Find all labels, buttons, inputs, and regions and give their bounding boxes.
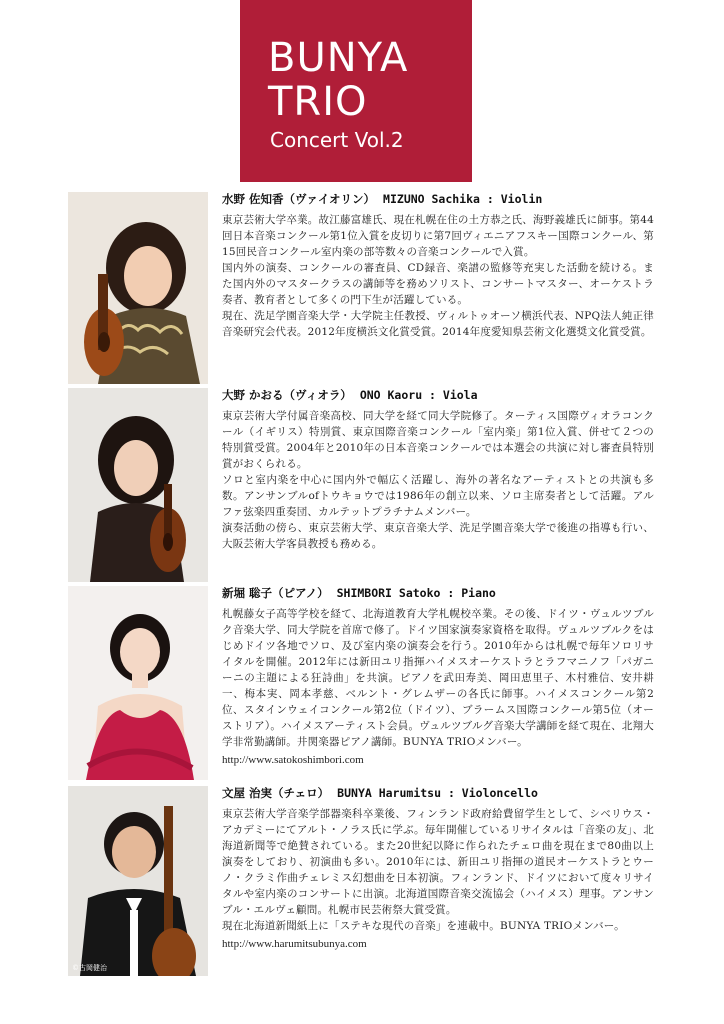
bio-paragraph: 札幌藤女子高等学校を経て、北海道教育大学札幌校卒業。その後、ドイツ・ヴュルツブルク音楽大学、同大学院を首席で修了。ドイツ国家演奏家資格を取得。ヴュルツブルクをはじめドイツ各地でソロ、及び室内楽の演奏会を行う。2010年からは札幌で毎年ソロリサイタルを開催。2012年には新田ユリ指揮ハイメスオーケストラとラフマニノフ「パガニーニの主題による狂詩曲」を共演。ピアノを武田寿美、岡田恵里子、木村雅信、安井耕一、梅本実、岡本孝慈、ベルント・グレムザーの各氏に師事。ハイメスコンクール第2位、スタインウェイコンクール第2位（ドイツ）、ブラームス国際コンクール第5位（オーストリア）。ハイメスアーティスト会員。ヴュルツブルグ音楽大学講師を経て現在、北翔大学非常勤講師。井関楽器ピアノ講師。BUNYA TRIOメンバー。 — [222, 608, 654, 748]
member-name-en: MIZUNO Sachika : Violin — [383, 192, 543, 206]
title-box — [240, 0, 472, 182]
member-heading — [222, 190, 654, 208]
member-heading — [222, 584, 654, 602]
member-heading — [222, 386, 654, 404]
portrait-photo-cellist — [68, 786, 208, 976]
portrait-photo-violist — [68, 388, 208, 582]
bio-piano — [222, 584, 654, 768]
bio-paragraph: 現在、洗足学園音楽大学・大学院主任教授、ヴィルトゥオーソ横浜代表、NPQ法人純正律音楽研究会代表。2012年度横浜文化賞受賞。2014年度愛知県芸術文化選奨文化賞受賞。 — [222, 310, 654, 338]
website-link[interactable]: http://www.satokoshimbori.com — [222, 754, 364, 766]
bio-violin — [222, 190, 654, 340]
title-line-trio: TRIO — [268, 79, 368, 125]
bio-paragraph: 東京芸術大学音楽学部器楽科卒業後、フィンランド政府給費留学生として、シベリウス・アカデミーにてアルト・ノラス氏に学ぶ。毎年開催しているリサイタルは「音楽の友」、北海道新聞等で絶賛されている。また20世紀以降に作られたチェロ曲を現在まで80曲以上演奏をしており、初演曲も多い。2010年には、新田ユリ指揮の道民オーケストラとウーノ・クラミ作曲チェレミス幻想曲を日本初演。フィンランド、ドイツにおいて度々リサイタルや室内楽のコンサートに出演。北海道国際音楽交流協会（ハイメス）理事。アンサンブル・エルヴェ顧問。札幌市民芸術祭大賞受賞。 — [222, 808, 654, 916]
member-name-en: BUNYA Harumitsu : Violoncello — [337, 786, 538, 800]
title-line-bunya: BUNYA — [268, 35, 409, 81]
website-link[interactable]: http://www.harumitsubunya.com — [222, 938, 367, 950]
member-name-en: SHIMBORI Satoko : Piano — [336, 586, 496, 600]
bio-viola — [222, 386, 654, 552]
bio-paragraph: 演奏活動の傍ら、東京芸術大学、東京音楽大学、洗足学園音楽大学で後進の指導も行い、大阪芸術大学客員教授も務める。 — [222, 522, 654, 550]
bio-paragraph: 国内外の演奏、コンクールの審査員、CD録音、楽譜の監修等充実した活動を続ける。また国内外のマスタークラスの講師等を務めソリスト、コンサートマスター、オーケストラ奏者、教育者として多くの門下生が活躍している。 — [222, 262, 654, 306]
portrait-photo-violinist — [68, 192, 208, 384]
bio-paragraph: 東京芸術大学卒業。故江藤富雄氏、現在札幌在住の土方恭之氏、海野義雄氏に師事。第44回日本音楽コンクール第1位入賞を皮切りに第7回ヴィエニアフスキー国際コンクール、第15回民音コンクール室内楽の部等数々の音楽コンクールで入賞。 — [222, 214, 654, 258]
member-heading — [222, 784, 654, 802]
member-name-jp: 文屋 治実（チェロ） — [222, 786, 330, 800]
bio-cello — [222, 784, 654, 952]
member-name-jp: 大野 かおる（ヴィオラ） — [222, 388, 352, 402]
portrait-photo-pianist — [68, 586, 208, 780]
member-name-jp: 新堀 聡子（ピアノ） — [222, 586, 329, 600]
photo-credit: ©古岡健治 — [72, 964, 107, 972]
bio-paragraph: 現在北海道新聞紙上に「ステキな現代の音楽」を連載中。BUNYA TRIOメンバー。 — [222, 920, 625, 932]
bio-paragraph: ソロと室内楽を中心に国内外で幅広く活躍し、海外の著名なアーティストとの共演も多数。アンサンブルofトウキョウでは1986年の創立以来、ソロ主席奏者として活躍。アルファ弦楽四重奏団、カルテットプラチナムメンバー。 — [222, 474, 654, 518]
member-name-en: ONO Kaoru : Viola — [359, 388, 478, 402]
concert-subtitle: Concert Vol.2 — [270, 128, 404, 152]
member-name-jp: 水野 佐知香（ヴァイオリン） — [222, 192, 376, 206]
bio-paragraph: 東京芸術大学付属音楽高校、同大学を経て同大学院修了。ターティス国際ヴィオラコンクール（イギリス）特別賞、東京国際音楽コンクール「室内楽」第1位入賞、併せて２つの特別賞受賞。2004年と2010年の日本音楽コンクールでは本選会の共演に対し審査員特別賞がおくられる。 — [222, 410, 654, 470]
